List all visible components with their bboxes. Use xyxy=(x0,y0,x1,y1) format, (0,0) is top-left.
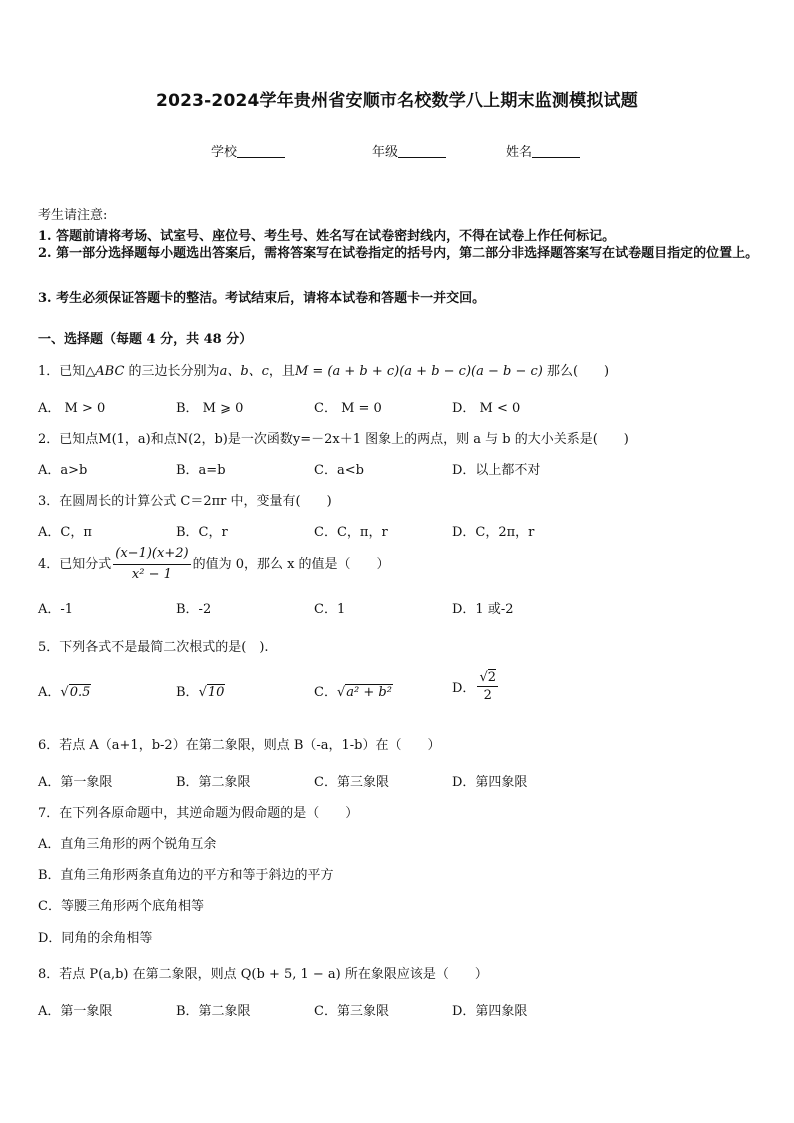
q7-option-b: B．直角三角形两条直角边的平方和等于斜边的平方 xyxy=(38,868,334,883)
grade-label: 年级 xyxy=(372,145,399,160)
q6-option-a: A．第一象限 xyxy=(38,775,113,790)
radical-icon: √ xyxy=(479,670,488,685)
question-8: 8．若点 P(a,b) 在第二象限，则点 Q(b + 5, 1 − a) 所在象限应该是（ ） xyxy=(38,967,488,982)
q8-option-c: C．第三象限 xyxy=(314,1004,389,1019)
q1-option-b: B． M ⩾ 0 xyxy=(176,401,244,416)
q6-option-d: D．第四象限 xyxy=(452,775,528,790)
q5-c-sqrt xyxy=(337,685,393,700)
question-4 xyxy=(38,545,390,584)
question-5: 5．下列各式不是最简二次根式的是( ). xyxy=(38,640,269,655)
q3-option-a: A．C，π xyxy=(38,525,92,540)
q1-triangle: △ABC xyxy=(85,364,125,379)
q5-d-denominator: 2 xyxy=(483,688,492,703)
radical-icon: √ xyxy=(198,685,207,700)
q5-option-c xyxy=(314,681,393,700)
q6-option-b: B．第二象限 xyxy=(176,775,251,790)
q5-b-value: 10 xyxy=(207,685,225,700)
q5-option-b xyxy=(176,681,225,700)
q5-d-fraction xyxy=(477,670,498,703)
grade-blank xyxy=(398,145,446,158)
q4-suffix: 的值为 0，那么 x 的值是（ ） xyxy=(192,557,390,572)
question-7: 7．在下列各原命题中，其逆命题为假命题的是（ ） xyxy=(38,806,359,821)
question-2: 2．已知点M(1，a)和点N(2，b)是一次函数y=－2x＋1 图象上的两点，则 a 与 b 的大小关系是( ) xyxy=(38,432,629,447)
q1-expression: M = (a + b + c)(a + b − c)(a − b − c) xyxy=(294,364,543,379)
q4-option-c: C．1 xyxy=(314,602,346,617)
q4-option-a: A．-1 xyxy=(38,602,74,617)
question-6: 6．若点 A（a+1，b-2）在第二象限，则点 B（-a，1-b）在（ ） xyxy=(38,738,441,753)
q4-fraction xyxy=(113,545,190,584)
q2-option-b: B．a=b xyxy=(176,463,226,478)
q5-d-num-value: 2 xyxy=(487,670,497,685)
name-label: 姓名 xyxy=(506,145,533,160)
school-label: 学校 xyxy=(211,145,238,160)
notice-item-2: 2. 第一部分选择题每小题选出答案后，需将答案写在试卷指定的括号内，第二部分非选择题答案写在试卷题目指定的位置上。 xyxy=(38,246,759,261)
school-blank xyxy=(237,145,285,158)
q1-suffix: 那么( ) xyxy=(542,364,610,379)
question-1 xyxy=(38,360,609,379)
q1-mid2: ，且 xyxy=(268,364,295,379)
q8-option-a: A．第一象限 xyxy=(38,1004,113,1019)
q1-option-a: A． M > 0 xyxy=(38,401,106,416)
q3-option-c: C．C，π，r xyxy=(314,525,388,540)
question-3: 3．在圆周长的计算公式 C＝2πr 中，变量有( ) xyxy=(38,494,332,509)
school-field xyxy=(211,141,285,160)
notice-item-1: 1. 答题前请将考场、试室号、座位号、考生号、姓名写在试卷密封线内，不得在试卷上作任何标记。 xyxy=(38,229,616,244)
q5-option-d xyxy=(452,670,500,703)
q8-option-d: D．第四象限 xyxy=(452,1004,528,1019)
q5-b-label: B． xyxy=(176,685,199,700)
q4-numerator: (x−1)(x+2) xyxy=(113,545,190,565)
q7-option-a: A．直角三角形的两个锐角互余 xyxy=(38,837,217,852)
q5-d-label: D． xyxy=(452,681,476,696)
name-blank xyxy=(532,145,580,158)
q5-c-label: C． xyxy=(314,685,337,700)
q2-option-c: C．a<b xyxy=(314,463,364,478)
q5-d-numerator xyxy=(477,670,498,687)
q1-option-c: C． M = 0 xyxy=(314,401,382,416)
q4-option-d: D．1 或-2 xyxy=(452,602,514,617)
q5-b-sqrt xyxy=(199,685,226,700)
q4-denominator: x² − 1 xyxy=(131,567,172,582)
q5-c-value: a² + b² xyxy=(346,685,392,700)
q4-option-b: B．-2 xyxy=(176,602,212,617)
q1-sides: a、b、c xyxy=(219,364,269,379)
q1-mid: 的三边长分别为 xyxy=(124,364,220,379)
q3-option-b: B．C，r xyxy=(176,525,228,540)
radical-icon: √ xyxy=(60,685,69,700)
grade-field xyxy=(372,141,446,160)
q4-prefix: 4．已知分式 xyxy=(38,557,112,572)
q3-option-d: D．C，2π，r xyxy=(452,525,535,540)
q7-option-d: D．同角的余角相等 xyxy=(38,931,153,946)
q5-option-a xyxy=(38,681,91,700)
notice-heading: 考生请注意: xyxy=(38,208,108,223)
page-title: 2023-2024学年贵州省安顺市名校数学八上期末监测模拟试题 xyxy=(156,91,638,111)
q2-option-d: D．以上都不对 xyxy=(452,463,541,478)
q5-a-label: A． xyxy=(38,685,61,700)
notice-item-3: 3. 考生必须保证答题卡的整洁。考试结束后，请将本试卷和答题卡一并交回。 xyxy=(38,291,486,306)
q8-option-b: B．第二象限 xyxy=(176,1004,251,1019)
section-heading: 一、选择题（每题 4 分，共 48 分） xyxy=(38,332,253,347)
radical-icon: √ xyxy=(336,685,346,700)
q5-a-value: 0.5 xyxy=(69,685,91,700)
q6-option-c: C．第三象限 xyxy=(314,775,389,790)
name-field xyxy=(506,141,580,160)
q1-prefix: 1．已知 xyxy=(38,364,86,379)
q7-option-c: C．等腰三角形两个底角相等 xyxy=(38,899,204,914)
q1-option-d: D． M < 0 xyxy=(452,401,521,416)
q2-option-a: A．a>b xyxy=(38,463,88,478)
q5-a-sqrt xyxy=(60,685,91,700)
